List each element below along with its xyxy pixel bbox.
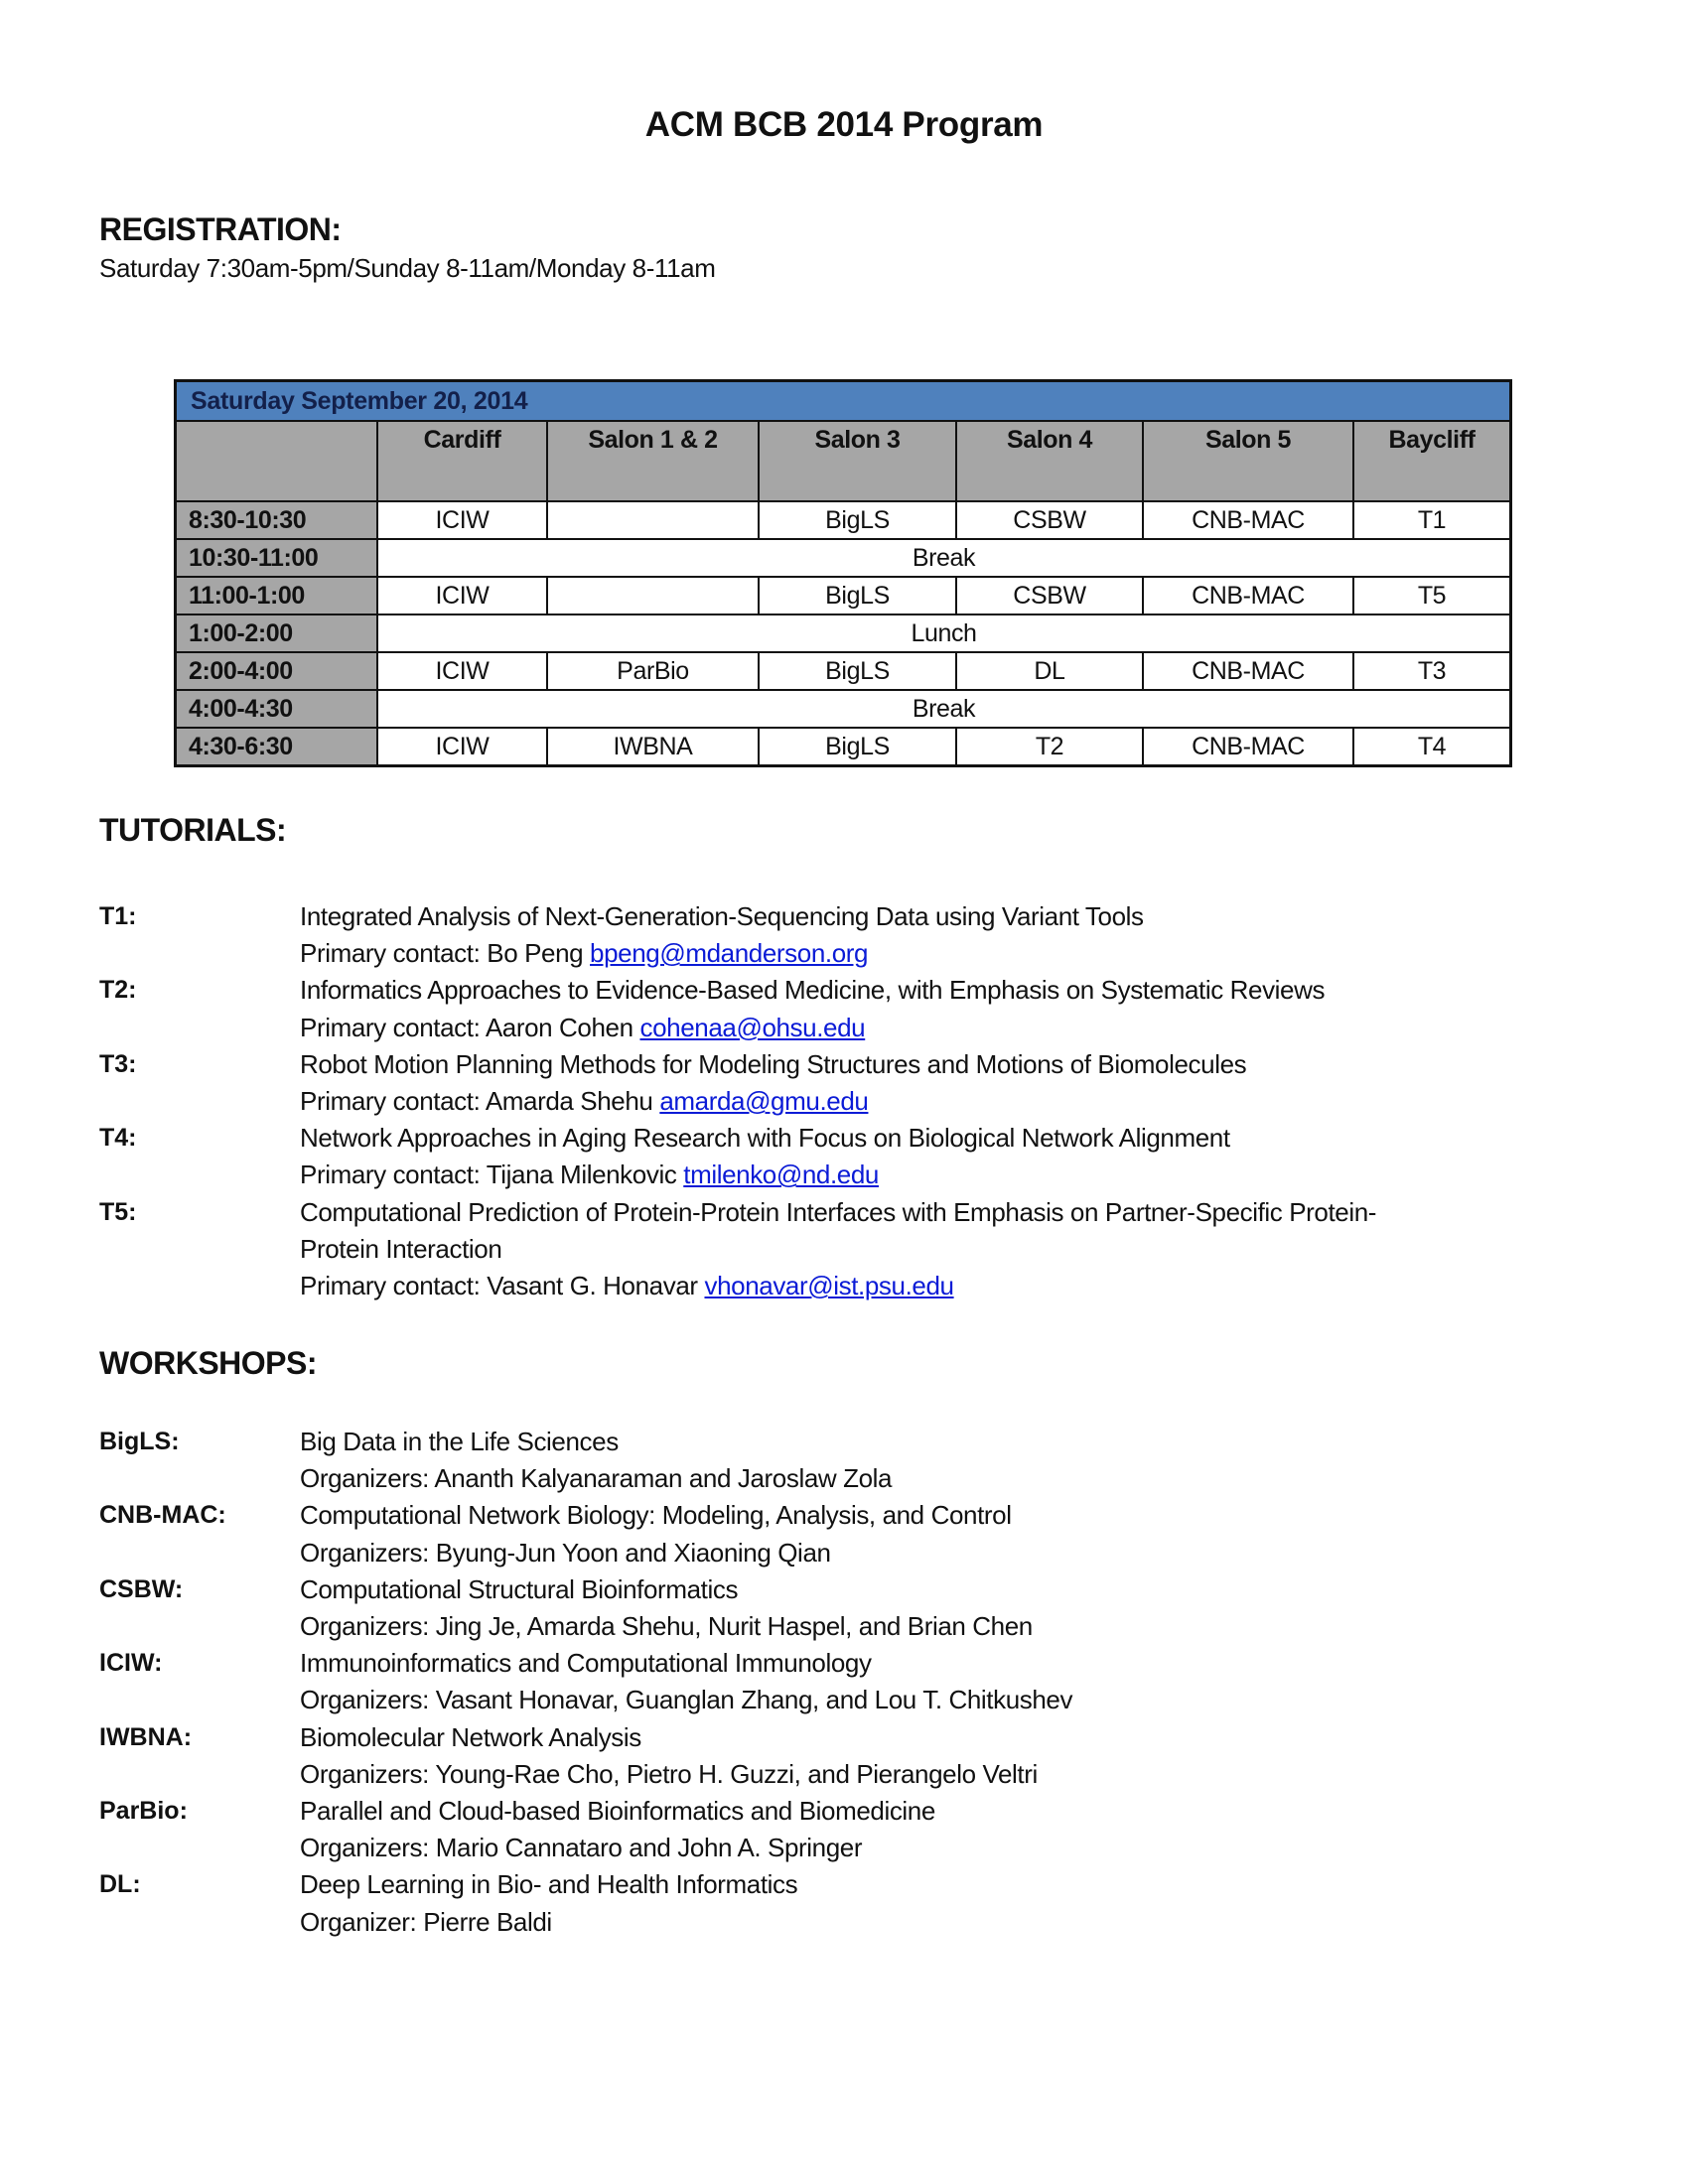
workshop-title: Parallel and Cloud-based Bioinformatics and Biomedicine (300, 1796, 935, 1827)
session-cell: DL (956, 652, 1143, 690)
tutorial-item (99, 1120, 1539, 1193)
room-header-cell: Cardiff (377, 422, 547, 501)
schedule-row (177, 652, 1509, 690)
tutorial-contact-line (300, 1010, 1539, 1046)
workshop-title: Big Data in the Life Sciences (300, 1427, 619, 1456)
session-cell: CNB-MAC (1143, 652, 1353, 690)
break-cell: Break (377, 690, 1509, 728)
workshop-label: CSBW: (99, 1574, 184, 1603)
session-cell: CNB-MAC (1143, 728, 1353, 764)
session-cell: CSBW (956, 501, 1143, 539)
workshop-label: DL: (99, 1870, 141, 1899)
tutorial-item (99, 898, 1539, 972)
session-cell: T5 (1353, 577, 1509, 614)
schedule-grid (177, 422, 1509, 764)
registration-heading: REGISTRATION: (99, 211, 342, 247)
workshop-item (99, 1866, 1539, 1940)
session-cell: T3 (1353, 652, 1509, 690)
contact-name: Bo Peng (487, 938, 584, 969)
tutorial-title: Computational Prediction of Protein-Protein Interfaces with Emphasis on Partner-Specific Protein- (300, 1196, 1377, 1227)
workshop-item (99, 1571, 1539, 1645)
workshop-title: Biomolecular Network Analysis (300, 1721, 641, 1752)
workshop-details (300, 1497, 1539, 1570)
contact-prefix: Primary contact: (300, 938, 488, 969)
schedule-break-row (177, 539, 1509, 577)
tutorial-details (300, 1194, 1539, 1305)
tutorial-label: T1: (99, 902, 137, 930)
session-cell (547, 501, 759, 539)
session-cell: BigLS (759, 577, 956, 614)
workshop-details (300, 1719, 1539, 1793)
tutorial-title: Protein Interaction (300, 1233, 502, 1264)
break-cell: Break (377, 539, 1509, 577)
tutorial-contact-line (300, 935, 1539, 972)
session-cell: CNB-MAC (1143, 501, 1353, 539)
schedule-break-row (177, 614, 1509, 652)
room-header-cell: Salon 3 (759, 422, 956, 501)
session-cell: CNB-MAC (1143, 577, 1353, 614)
workshop-organizers: Organizers: Ananth Kalyanaraman and Jaroslaw Zola (300, 1463, 893, 1494)
tutorial-details (300, 1120, 1539, 1193)
workshop-item (99, 1497, 1539, 1570)
workshop-label: ParBio: (99, 1797, 188, 1826)
tutorial-item (99, 1194, 1539, 1305)
workshop-item (99, 1719, 1539, 1793)
time-slot-cell: 10:30-11:00 (177, 539, 377, 577)
tutorial-contact-line (300, 1157, 1539, 1193)
workshop-organizers: Organizers: Byung-Jun Yoon and Xiaoning Qian (300, 1537, 831, 1568)
workshop-label: CNB-MAC: (99, 1501, 226, 1530)
schedule-row (177, 577, 1509, 614)
contact-name: Aaron Cohen (485, 1012, 633, 1042)
tutorial-contact-line (300, 1268, 1539, 1304)
session-cell: ICIW (377, 577, 547, 614)
tutorial-label: T5: (99, 1197, 137, 1226)
tutorial-details (300, 1046, 1539, 1120)
page-title: ACM BCB 2014 Program (644, 105, 1044, 144)
tutorial-label: T3: (99, 1049, 137, 1078)
contact-name: Tijana Milenkovic (486, 1160, 677, 1190)
workshop-title: Immunoinformatics and Computational Immunology (300, 1648, 872, 1679)
session-cell: T4 (1353, 728, 1509, 764)
session-cell: ICIW (377, 728, 547, 764)
workshop-item (99, 1645, 1539, 1718)
break-cell: Lunch (377, 614, 1509, 652)
tutorial-item (99, 972, 1539, 1045)
corner-header-cell (177, 422, 377, 501)
tutorial-details (300, 898, 1539, 972)
workshop-label: IWBNA: (99, 1722, 193, 1751)
contact-prefix: Primary contact: (300, 1086, 486, 1117)
contact-email-link[interactable]: amarda@gmu.edu (659, 1086, 869, 1117)
schedule-row (177, 728, 1509, 764)
room-header-cell: Salon 4 (956, 422, 1143, 501)
tutorial-list (99, 898, 1539, 1304)
contact-email-link[interactable]: bpeng@mdanderson.org (590, 938, 869, 969)
session-cell: IWBNA (547, 728, 759, 764)
workshop-organizers: Organizers: Young-Rae Cho, Pietro H. Guzzi, and Pierangelo Veltri (300, 1758, 1038, 1789)
workshop-title: Deep Learning in Bio- and Health Informatics (300, 1869, 798, 1900)
schedule-row (177, 501, 1509, 539)
contact-email-link[interactable]: tmilenko@nd.edu (683, 1160, 879, 1190)
session-cell: CSBW (956, 577, 1143, 614)
session-cell: BigLS (759, 501, 956, 539)
workshop-item (99, 1793, 1539, 1866)
time-slot-cell: 11:00-1:00 (177, 577, 377, 614)
workshops-heading: WORKSHOPS: (99, 1345, 317, 1381)
tutorial-details (300, 972, 1539, 1045)
room-header-cell: Salon 5 (1143, 422, 1353, 501)
tutorial-title: Informatics Approaches to Evidence-Based Medicine, with Emphasis on Systematic Reviews (300, 975, 1326, 1006)
session-cell (547, 577, 759, 614)
time-slot-cell: 4:30-6:30 (177, 728, 377, 764)
schedule-table (174, 379, 1512, 767)
room-header-cell: Baycliff (1353, 422, 1509, 501)
workshop-details (300, 1424, 1539, 1497)
session-cell: ICIW (377, 501, 547, 539)
workshop-title: Computational Structural Bioinformatics (300, 1573, 739, 1604)
contact-prefix: Primary contact: (300, 1012, 486, 1042)
workshop-title: Computational Network Biology: Modeling, Analysis, and Control (300, 1500, 1012, 1531)
session-cell: T1 (1353, 501, 1509, 539)
session-cell: BigLS (759, 728, 956, 764)
time-slot-cell: 2:00-4:00 (177, 652, 377, 690)
tutorial-title: Integrated Analysis of Next-Generation-Sequencing Data using Variant Tools (300, 901, 1144, 931)
time-slot-cell: 1:00-2:00 (177, 614, 377, 652)
workshop-details (300, 1571, 1539, 1645)
contact-prefix: Primary contact: (300, 1160, 487, 1190)
tutorial-label: T2: (99, 976, 137, 1005)
contact-email-link[interactable]: cohenaa@ohsu.edu (639, 1012, 866, 1042)
room-header-cell: Salon 1 & 2 (547, 422, 759, 501)
workshop-organizers: Organizers: Vasant Honavar, Guanglan Zhang, and Lou T. Chitkushev (300, 1685, 1073, 1715)
workshop-list (99, 1424, 1539, 1941)
workshop-label: BigLS: (99, 1428, 180, 1455)
session-cell: ParBio (547, 652, 759, 690)
registration-hours: Saturday 7:30am-5pm/Sunday 8-11am/Monday 8-11am (99, 253, 716, 283)
contact-prefix: Primary contact: (300, 1271, 488, 1301)
contact-name: Amarda Shehu (485, 1086, 653, 1117)
contact-name: Vasant G. Honavar (487, 1271, 698, 1301)
room-header-row (177, 422, 1509, 501)
workshop-organizers: Organizers: Mario Cannataro and John A. Springer (300, 1833, 863, 1863)
schedule-break-row (177, 690, 1509, 728)
session-cell: T2 (956, 728, 1143, 764)
workshop-item (99, 1424, 1539, 1497)
tutorial-contact-line (300, 1083, 1539, 1120)
time-slot-cell: 8:30-10:30 (177, 501, 377, 539)
session-cell: BigLS (759, 652, 956, 690)
tutorial-title: Network Approaches in Aging Research with Focus on Biological Network Alignment (300, 1123, 1230, 1154)
workshop-organizers: Organizer: Pierre Baldi (300, 1906, 552, 1937)
workshop-details (300, 1645, 1539, 1718)
time-slot-cell: 4:00-4:30 (177, 690, 377, 728)
schedule-day-header: Saturday September 20, 2014 (177, 382, 1509, 422)
session-cell: ICIW (377, 652, 547, 690)
tutorials-heading: TUTORIALS: (99, 812, 287, 848)
tutorial-label: T4: (99, 1124, 137, 1153)
contact-email-link[interactable]: vhonavar@ist.psu.edu (704, 1271, 954, 1301)
workshop-organizers: Organizers: Jing Je, Amarda Shehu, Nurit Haspel, and Brian Chen (300, 1611, 1033, 1642)
workshop-details (300, 1866, 1539, 1940)
workshop-details (300, 1793, 1539, 1866)
tutorial-title: Robot Motion Planning Methods for Modeling Structures and Motions of Biomolecules (300, 1048, 1247, 1079)
workshop-label: ICIW: (99, 1649, 163, 1678)
tutorial-item (99, 1046, 1539, 1120)
